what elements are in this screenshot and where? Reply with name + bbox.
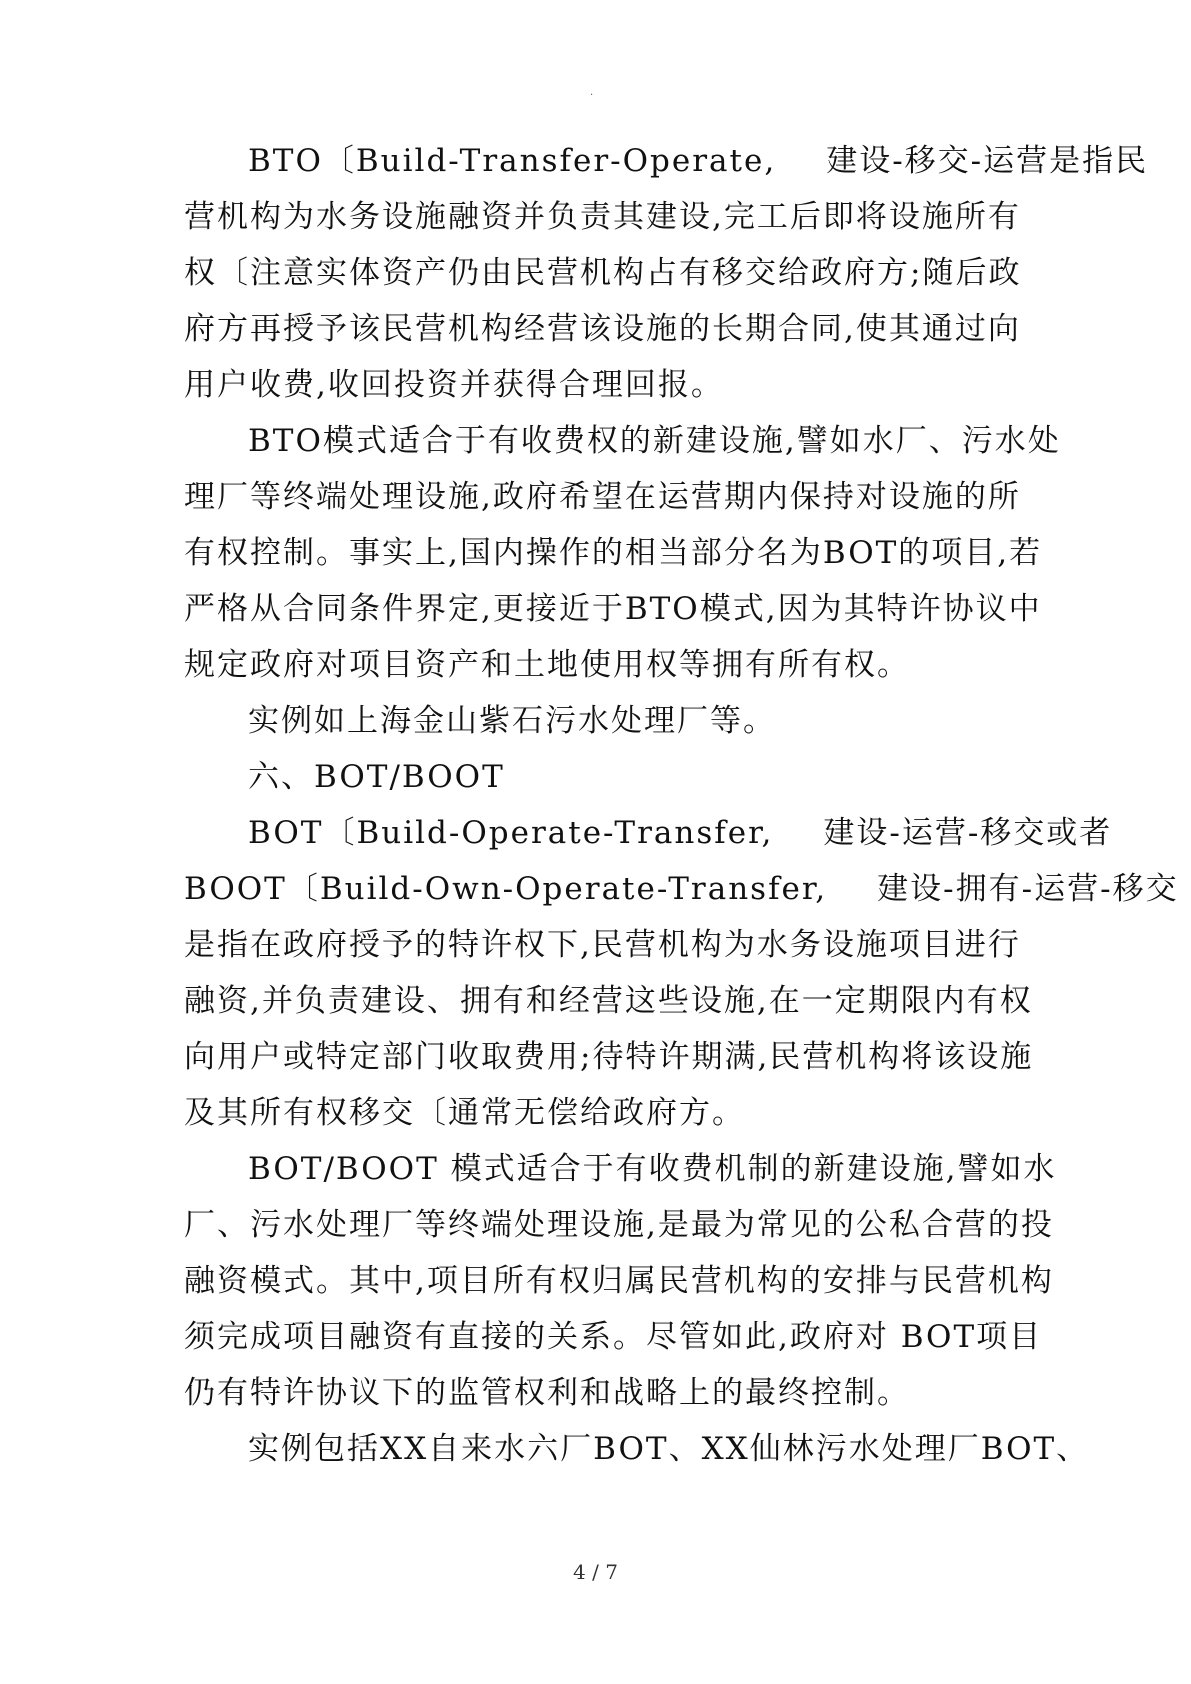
text-line: 厂、污水处理厂等终端处理设施,是最为常见的公私合营的投 (184, 1207, 1054, 1243)
text-line: 理厂等终端处理设施,政府希望在运营期内保持对设施的所 (184, 479, 1021, 515)
text-line: 是指在政府授予的特许权下,民营机构为水务设施项目进行 (184, 927, 1021, 963)
text-line: 严格从合同条件界定,更接近于BTO模式,因为其特许协议中 (184, 591, 1042, 627)
text-line: 向用户或特定部门收取费用;待特许期满,民营机构将该设施 (184, 1039, 1034, 1075)
text-line: 府方再授予该民营机构经营该设施的长期合同,使其通过向 (184, 311, 1021, 347)
text-segment: 建设-运营-移交或者 (823, 815, 1113, 851)
text-line: 营机构为水务设施融资并负责其建设,完工后即将设施所有 (184, 199, 1021, 235)
text-segment: 建设-拥有-运营-移交 (877, 871, 1179, 907)
text-line: 有权控制。事实上,国内操作的相当部分名为BOT的项目,若 (184, 535, 1043, 571)
text-line: 融资模式。其中,项目所有权归属民营机构的安排与民营机构 (184, 1263, 1054, 1299)
text-line: 规定政府对项目资产和土地使用权等拥有所有权。 (184, 647, 910, 683)
text-line: BTO模式适合于有收费权的新建设施,譬如水厂、污水处 (248, 423, 1061, 459)
text-segment: 建设-移交-运营是指民 (826, 143, 1149, 179)
text-line: 权〔注意实体资产仍由民营机构占有移交给政府方;随后政 (184, 255, 1022, 291)
text-segment: BTO〔Build-Transfer-Operate, (248, 143, 777, 179)
text-line (184, 805, 1113, 861)
text-line: 实例包括XX自来水六厂BOT、XX仙林污水处理厂BOT、 (248, 1431, 1090, 1467)
text-line: 用户收费,收回投资并获得合理回报。 (184, 367, 724, 403)
text-line: 须完成项目融资有直接的关系。尽管如此,政府对 BOT项目 (184, 1319, 1043, 1355)
document-body (184, 133, 1179, 1477)
text-line (184, 133, 1149, 189)
text-line: BOT/BOOT 模式适合于有收费机制的新建设施,譬如水 (248, 1151, 1057, 1187)
text-line: 实例如上海金山紫石污水处理厂等。 (248, 703, 776, 739)
text-segment: BOOT〔Build-Own-Operate-Transfer, (184, 871, 828, 907)
header-mark: . (590, 87, 594, 98)
text-line: 仍有特许协议下的监管权利和战略上的最终控制。 (184, 1375, 910, 1411)
text-segment: BOT〔Build-Operate-Transfer, (248, 815, 774, 851)
section-heading: 六、BOT/BOOT (248, 759, 505, 795)
text-line (184, 861, 1179, 917)
text-line: 及其所有权移交〔通常无偿给政府方。 (184, 1095, 745, 1131)
page-number: 4 / 7 (573, 1560, 618, 1584)
text-line: 融资,并负责建设、拥有和经营这些设施,在一定期限内有权 (184, 983, 1033, 1019)
